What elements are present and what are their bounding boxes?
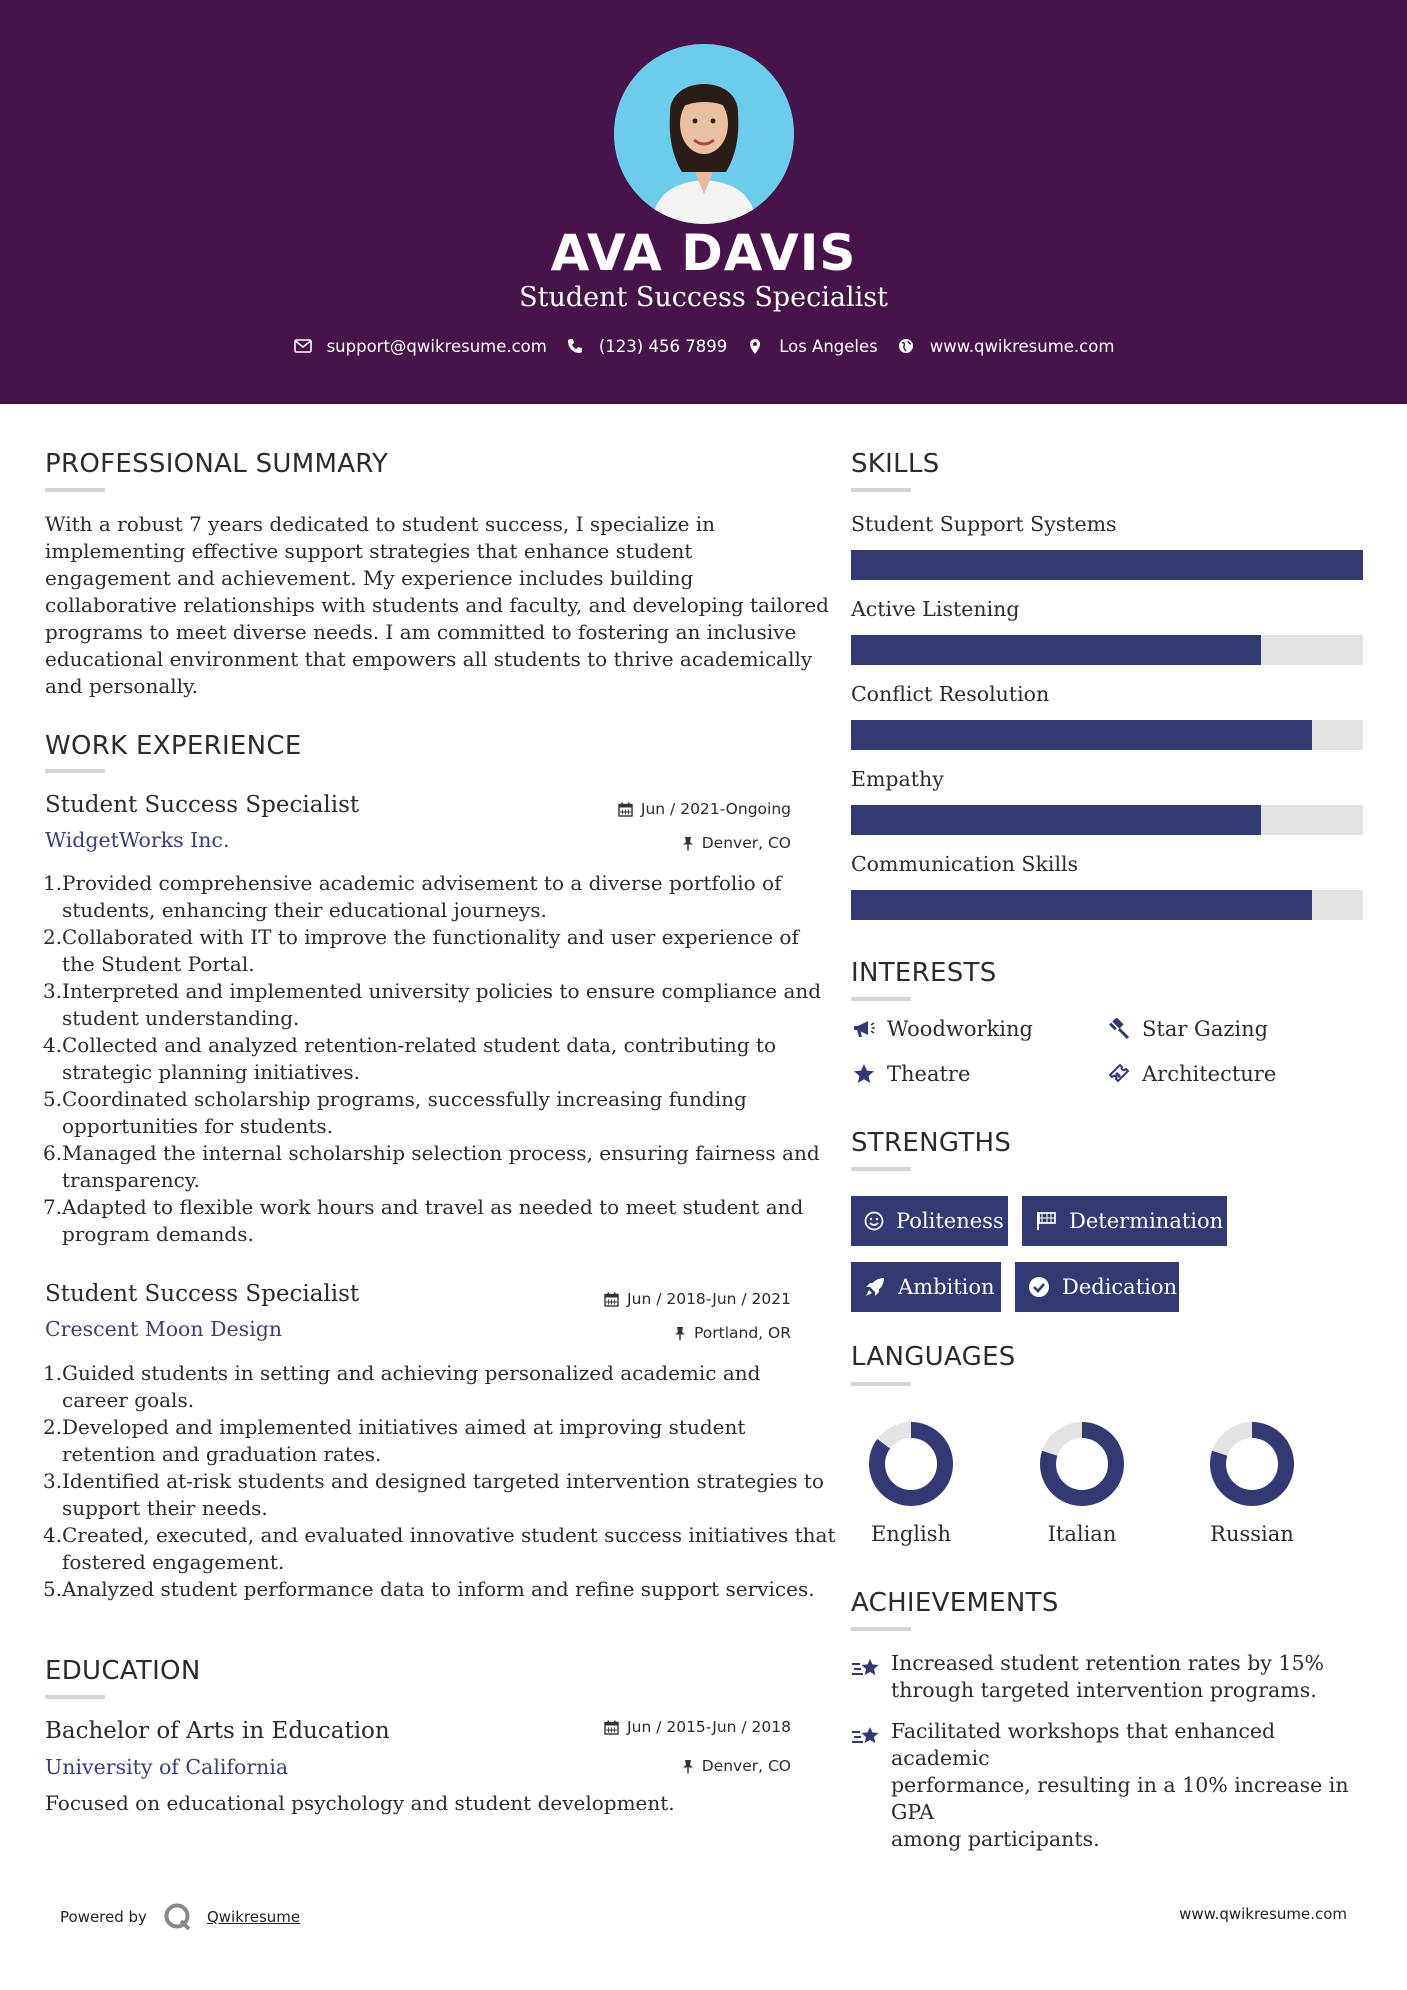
- list-item: 4. Collected and analyzed retention-related student data, contributing to strategic planning initiatives.: [43, 1033, 776, 1084]
- flag-icon: [1035, 1211, 1057, 1231]
- summary-line: With a robust 7 years dedicated to student success, I specialize in: [45, 512, 716, 536]
- list-item: 6. Managed the internal scholarship selection process, ensuring fairness and transparency.: [43, 1141, 820, 1192]
- pushpin-icon: [674, 1326, 686, 1341]
- brand-link[interactable]: Qwikresume: [206, 1908, 301, 1926]
- calendar-icon: [604, 1720, 619, 1735]
- globe-icon: [896, 336, 916, 356]
- list-item: 2. Collaborated with IT to improve the functionality and user experience of the Student Portal.: [43, 925, 799, 976]
- pushpin-icon: [682, 836, 694, 851]
- envelope-icon: [293, 336, 313, 356]
- job-bullets: [43, 1360, 836, 1603]
- rocket-icon: [864, 1276, 886, 1298]
- contact-location-text: Los Angeles: [779, 336, 878, 356]
- job-date-text: Jun / 2018-Jun / 2021: [627, 1290, 791, 1308]
- contact-website[interactable]: [896, 336, 1115, 356]
- calendar-icon: [604, 1292, 619, 1307]
- smile-icon: [864, 1211, 884, 1231]
- list-item: 1. Guided students in setting and achieving personalized academic and career goals.: [43, 1361, 761, 1412]
- education-date-text: Jun / 2015-Jun / 2018: [627, 1718, 791, 1736]
- interest-label: Theatre: [887, 1062, 971, 1086]
- skill-bar-fill: [851, 720, 1312, 750]
- summary-text: [45, 511, 829, 700]
- strengths-heading-rule: [851, 1167, 911, 1171]
- gavel-icon: [1106, 1018, 1132, 1040]
- star-icon: [851, 1063, 877, 1085]
- language-donut: [1038, 1420, 1126, 1508]
- education-description: Focused on educational psychology and student development.: [45, 1791, 675, 1815]
- skill-label: Conflict Resolution: [851, 682, 1050, 706]
- language-label: English: [870, 1522, 952, 1546]
- achievement-text: Increased student retention rates by 15% through targeted intervention programs.: [891, 1651, 1324, 1702]
- skills-heading-rule: [851, 488, 911, 492]
- languages-heading: LANGUAGES: [851, 1342, 1016, 1372]
- job-date: [520, 1290, 791, 1308]
- contact-email[interactable]: [293, 336, 547, 356]
- language-label: Italian: [1047, 1522, 1117, 1546]
- skill-bar-track: [851, 720, 1363, 750]
- candidate-role: Student Success Specialist: [519, 282, 888, 313]
- bullhorn-icon: [851, 1019, 877, 1039]
- summary-line: engagement and achievement. My experience includes building: [45, 566, 694, 590]
- contact-location: [745, 336, 878, 356]
- strength-label: Determination: [1069, 1209, 1224, 1233]
- strength-badge: [1015, 1262, 1179, 1312]
- skill-bar-fill: [851, 635, 1261, 665]
- summary-heading-rule: [45, 488, 105, 492]
- education-heading: EDUCATION: [45, 1656, 201, 1686]
- contact-email-text: support@qwikresume.com: [326, 336, 547, 356]
- calendar-icon: [618, 802, 633, 817]
- candidate-name: AVA DAVIS: [550, 224, 857, 282]
- job-location: [520, 834, 791, 852]
- list-item: 3. Interpreted and implemented university policies to ensure compliance and student understanding.: [43, 979, 822, 1030]
- job-company: Crescent Moon Design: [45, 1317, 283, 1341]
- list-item: 5. Analyzed student performance data to inform and refine support services.: [43, 1577, 815, 1601]
- shooting-star-icon: [851, 1650, 891, 1704]
- skill-bar-fill: [851, 890, 1312, 920]
- language-label: Russian: [1210, 1522, 1294, 1546]
- summary-line: educational environment that empowers all students to thrive academically: [45, 647, 813, 671]
- strength-badge: [851, 1196, 1008, 1246]
- strength-label: Politeness: [896, 1209, 1004, 1233]
- contact-phone[interactable]: [565, 336, 727, 356]
- pushpin-icon: [682, 1759, 694, 1774]
- interest-item: [851, 1062, 970, 1086]
- powered-by-text: Powered by: [60, 1908, 147, 1926]
- interests-heading: INTERESTS: [851, 958, 997, 988]
- skill-bar-track: [851, 890, 1363, 920]
- job-location-text: Portland, OR: [693, 1324, 791, 1342]
- skills-heading: SKILLS: [851, 449, 940, 479]
- job-title: Student Success Specialist: [45, 1281, 360, 1307]
- contact-website-text: www.qwikresume.com: [929, 336, 1115, 356]
- interest-label: Star Gazing: [1142, 1017, 1269, 1041]
- skill-label: Empathy: [851, 767, 944, 791]
- achievement-item: [851, 1650, 1371, 1704]
- summary-heading: PROFESSIONAL SUMMARY: [45, 449, 389, 479]
- interest-label: Woodworking: [887, 1017, 1033, 1041]
- resume-header: [0, 0, 1407, 404]
- achievement-item: [851, 1718, 1371, 1853]
- list-item: 1. Provided comprehensive academic advisement to a diverse portfolio of students, enhancing their educational journeys.: [43, 871, 782, 922]
- list-item: 2. Developed and implemented initiatives aimed at improving student retention and graduation rates.: [43, 1415, 746, 1466]
- degree-title: Bachelor of Arts in Education: [45, 1718, 390, 1744]
- job-date: [520, 800, 791, 818]
- list-item: 7. Adapted to flexible work hours and travel as needed to meet student and program demands.: [43, 1195, 804, 1246]
- list-item: 4. Created, executed, and evaluated innovative student success initiatives that fostered engagement.: [43, 1523, 836, 1574]
- skill-label: Student Support Systems: [851, 512, 1117, 536]
- languages-heading-rule: [851, 1382, 911, 1386]
- summary-line: implementing effective support strategies that enhance student: [45, 539, 693, 563]
- job-title: Student Success Specialist: [45, 792, 360, 818]
- language-donut: [1208, 1420, 1296, 1508]
- interest-item: [851, 1017, 1033, 1041]
- skill-bar-fill: [851, 805, 1261, 835]
- work-heading: WORK EXPERIENCE: [45, 731, 302, 761]
- shooting-star-icon: [851, 1718, 891, 1853]
- summary-line: programs to meet diverse needs. I am committed to fostering an inclusive: [45, 620, 797, 644]
- list-item: 3. Identified at-risk students and designed targeted intervention strategies to support their needs.: [43, 1469, 824, 1520]
- school-name: University of California: [45, 1755, 289, 1779]
- education-date: [520, 1718, 791, 1736]
- strength-badge: [1022, 1196, 1227, 1246]
- achievements-heading-rule: [851, 1627, 911, 1631]
- contact-phone-text: (123) 456 7899: [598, 336, 728, 356]
- achievements-heading: ACHIEVEMENTS: [851, 1588, 1059, 1618]
- skill-bar-track: [851, 550, 1363, 580]
- strength-label: Ambition: [898, 1275, 995, 1299]
- skill-bar-track: [851, 635, 1363, 665]
- work-heading-rule: [45, 769, 105, 773]
- interest-item: [1106, 1017, 1268, 1041]
- list-item: 5. Coordinated scholarship programs, successfully increasing funding opportunities for students.: [43, 1087, 747, 1138]
- job-bullets: [43, 870, 821, 1248]
- skill-label: Active Listening: [851, 597, 1020, 621]
- strengths-heading: STRENGTHS: [851, 1128, 1012, 1158]
- education-heading-rule: [45, 1695, 105, 1699]
- skill-bar-track: [851, 805, 1363, 835]
- check-circle-icon: [1028, 1276, 1050, 1298]
- phone-icon: [565, 336, 585, 356]
- contact-bar: [0, 336, 1407, 356]
- footer-powered-by: [60, 1902, 300, 1932]
- interest-item: [1106, 1062, 1276, 1086]
- education-location-text: Denver, CO: [701, 1757, 791, 1775]
- footer-url[interactable]: www.qwikresume.com: [1179, 1905, 1347, 1923]
- job-location: [520, 1324, 791, 1342]
- summary-line: collaborative relationships with students and faculty, and developing tailored: [45, 593, 829, 617]
- profile-photo: [614, 44, 794, 224]
- education-location: [520, 1757, 791, 1775]
- strength-badge: [851, 1262, 1001, 1312]
- interest-label: Architecture: [1142, 1062, 1277, 1086]
- qwikresume-logo-icon: [163, 1902, 193, 1932]
- ticket-icon: [1106, 1063, 1132, 1085]
- skill-bar-fill: [851, 550, 1363, 580]
- summary-line: and personally.: [45, 674, 199, 698]
- job-date-text: Jun / 2021-Ongoing: [640, 800, 791, 818]
- achievement-text: Facilitated workshops that enhanced academic performance, resulting in a 10% increase in GPA among participants.: [891, 1719, 1349, 1851]
- job-location-text: Denver, CO: [701, 834, 791, 852]
- strength-label: Dedication: [1062, 1275, 1178, 1299]
- language-donut: [867, 1420, 955, 1508]
- skill-label: Communication Skills: [851, 852, 1079, 876]
- interests-heading-rule: [851, 997, 911, 1001]
- map-marker-icon: [745, 336, 765, 356]
- job-company: WidgetWorks Inc.: [45, 828, 230, 852]
